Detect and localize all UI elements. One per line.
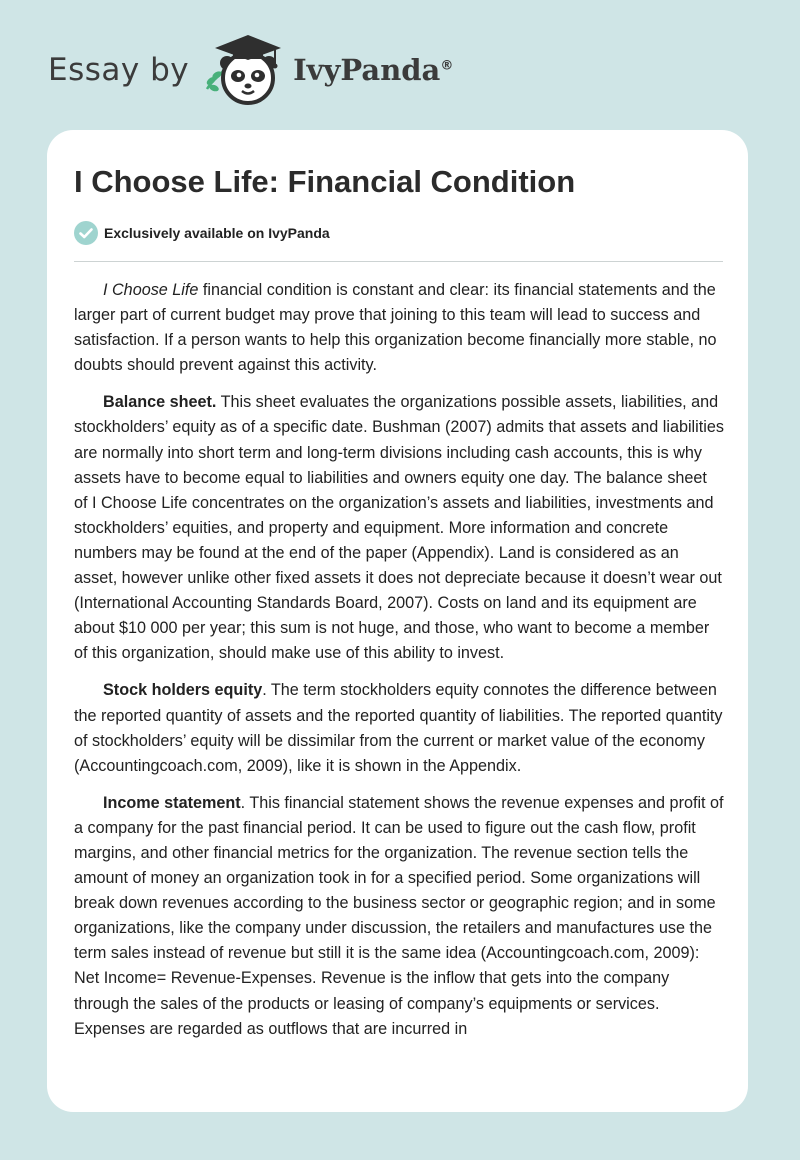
brand-prefix: Essay by xyxy=(48,52,190,88)
paragraph-text: . This financial statement shows the revenue expenses and profit of a company for the past financial period. It can be used to figure out the cash flow, profit margins, and other financial metrics for the organization. The revenue section tells the amount of money an organization took in for a specified period. Some organizations will break down revenues according to the business sector or geographic region; and in some organizations, like the company under discussion, the retailers and manufactures use the term sales instead of revenue but still it is the same idea (Accountingcoach.com, 2009): Net Income= Revenue-Expenses. Revenue is the inflow that gets into the company through the sales of the products or leasing of company’s equipments or services. Expenses are regarded as outflows that are incurred in xyxy=(74,793,724,1038)
brand-name-text: IvyPanda xyxy=(293,53,441,87)
paragraph-text: financial condition is constant and clear: its financial statements and the larger part of current budget may prove that joining to this team will lead to success and satisfaction. If a person wants to help this organization become financially more stable, no doubts should prevent against this activity. xyxy=(74,281,717,375)
paragraph-heading: Balance sheet. xyxy=(103,393,217,412)
essay-body xyxy=(74,278,724,1054)
paragraph-text: . The term stockholders equity connotes the difference between the reported quantity of assets and the reported quantity of liabilities. The reported quantity of stockholders’ equity will be dissimilar from the current or market value of the economy (Accountingcoach.com, 2009), like it is shown in the Appendix. xyxy=(74,681,723,775)
check-circle-icon xyxy=(74,221,98,245)
page-title: I Choose Life: Financial Condition xyxy=(74,164,576,199)
registered-mark: ® xyxy=(440,58,454,74)
paragraph-income-statement xyxy=(74,791,724,1042)
paragraph-heading: Stock holders equity xyxy=(103,681,263,700)
paragraph-heading: Income statement xyxy=(103,793,241,812)
exclusive-badge xyxy=(74,221,330,245)
badge-text: Exclusively available on IvyPanda xyxy=(104,225,330,241)
paragraph-text: This sheet evaluates the organizations possible assets, liabilities, and stockholders’ equity as of a specific date. Bushman (2007) admits that assets and liabilities are normally into short term and long-term divisions including cash accounts, this is why assets have to become equal to liabilities and owners equity one day. The balance sheet of I Choose Life concentrates on the organization’s assets and liabilities, investments and stockholders’ equities, and property and equipment. More information and concrete numbers may be found at the end of the paper (Appendix). Land is considered as an asset, however unlike other fixed assets it does not depreciate because it doesn’t wear out (International Accounting Standards Board, 2007). Costs on land and its equipment are about $10 000 per year; this sum is not huge, and those, who want to become a member of this organization, should make use of this ability to invest. xyxy=(74,393,724,663)
panda-graduate-icon xyxy=(203,31,289,109)
divider xyxy=(74,261,723,262)
essay-card xyxy=(47,130,748,1112)
paragraph-intro xyxy=(74,278,724,378)
brand-header[interactable] xyxy=(48,30,453,110)
paragraph-stockholders-equity xyxy=(74,678,724,778)
brand-name xyxy=(293,53,453,87)
paragraph-lead: I Choose Life xyxy=(103,281,199,299)
paragraph-balance-sheet xyxy=(74,390,724,666)
